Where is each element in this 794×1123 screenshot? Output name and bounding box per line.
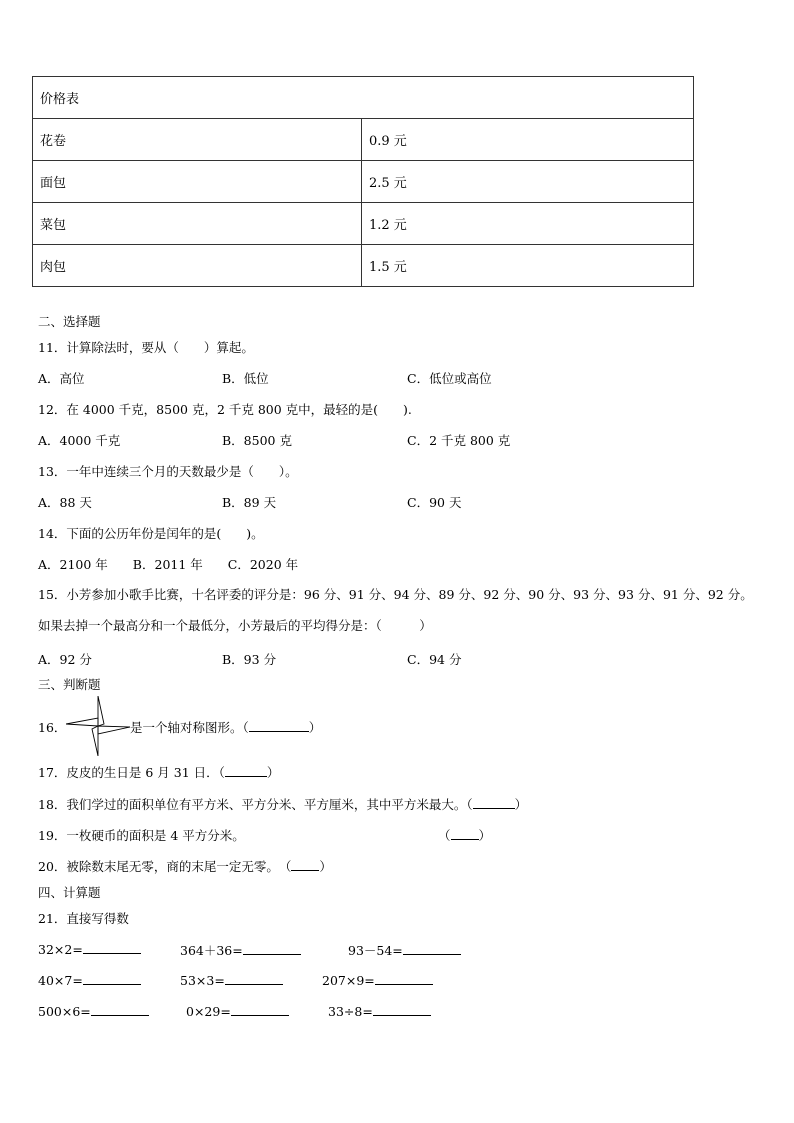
calc-item — [322, 972, 433, 988]
calc-item — [38, 941, 141, 957]
question-19-close: ） — [478, 828, 492, 843]
answer-blank[interactable] — [249, 719, 309, 732]
question-18 — [38, 795, 527, 813]
section-title: 四、计算题 — [38, 885, 101, 900]
option-a: A．88 天 — [38, 495, 92, 510]
option-c: C．2 千克 800 克 — [407, 433, 511, 448]
calc-expr: 32×2= — [38, 942, 83, 957]
question-15: 15．小芳参加小歌手比赛，十名评委的评分是：96 分、91 分、94 分、89 分、92 分、90 分、93 分、93 分、91 分、92 分。如果去掉一个最高分和一个最低分，小芳最后的平均得分是：（ ） — [38, 587, 753, 633]
calc-expr: 207×9= — [322, 973, 375, 988]
question-13: 13．一年中连续三个月的天数最少是（ ）。 — [38, 464, 298, 479]
option-b: B．89 天 — [222, 495, 277, 510]
answer-blank[interactable] — [83, 941, 141, 954]
question-11: 11．计算除法时，要从（ ）算起。 — [38, 340, 254, 355]
question-17-text: 17．皮皮的生日是 6 月 31 日．（ — [38, 765, 225, 780]
answer-blank[interactable] — [451, 827, 479, 840]
price-cell: 1.2 元 — [362, 203, 694, 245]
question-20-text: 20．被除数末尾无零，商的末尾一定无零。 （ — [38, 859, 292, 874]
answer-blank[interactable] — [91, 1003, 149, 1016]
calc-item — [186, 1003, 289, 1019]
option-b: B．低位 — [222, 371, 269, 386]
calc-expr: 93－54= — [348, 943, 403, 958]
item-cell: 菜包 — [33, 203, 362, 245]
item-cell: 面包 — [33, 161, 362, 203]
answer-blank[interactable] — [243, 942, 301, 955]
option-c: C．90 天 — [407, 495, 462, 510]
calc-expr: 53×3= — [180, 973, 225, 988]
option-a: A．92 分 — [38, 652, 92, 667]
table-row — [33, 245, 694, 287]
option-a: A．高位 — [38, 371, 85, 386]
item-cell: 肉包 — [33, 245, 362, 287]
question-18-close: ） — [514, 797, 528, 812]
question-21: 21．直接写得数 — [38, 911, 129, 926]
option-a: A．4000 千克 — [38, 433, 121, 448]
answer-blank[interactable] — [231, 1003, 289, 1016]
option-c: C．低位或高位 — [407, 371, 492, 386]
pinwheel-figure — [66, 696, 130, 756]
calc-item — [348, 941, 461, 959]
calc-item — [38, 972, 141, 988]
calc-expr: 364＋36= — [180, 943, 243, 958]
table-header-row — [33, 77, 694, 119]
question-14: 14．下面的公历年份是闰年的是( )。 — [38, 526, 264, 541]
answer-blank[interactable] — [373, 1003, 431, 1016]
price-cell: 0.9 元 — [362, 119, 694, 161]
answer-blank[interactable] — [403, 942, 461, 955]
section-title: 二、选择题 — [38, 314, 101, 329]
question-19-answer — [438, 826, 491, 844]
calc-item — [180, 972, 283, 988]
question-17-close: ） — [266, 765, 280, 780]
question-16-text: 是一个轴对称图形。（ — [130, 720, 249, 735]
table-row — [33, 161, 694, 203]
price-cell: 1.5 元 — [362, 245, 694, 287]
question-19: 19．一枚硬币的面积是 4 平方分米。 — [38, 828, 245, 843]
answer-blank[interactable] — [225, 764, 267, 777]
question-20 — [38, 857, 332, 875]
answer-blank[interactable] — [225, 972, 283, 985]
item-cell: 花卷 — [33, 119, 362, 161]
table-title: 价格表 — [33, 77, 694, 119]
table-row — [33, 203, 694, 245]
calc-expr: 33÷8= — [328, 1004, 373, 1019]
question-16 — [130, 718, 321, 736]
option-c: C．94 分 — [407, 652, 462, 667]
calc-expr: 500×6= — [38, 1004, 91, 1019]
option-b: B．8500 克 — [222, 433, 292, 448]
answer-blank[interactable] — [291, 858, 319, 871]
question-18-text: 18．我们学过的面积单位有平方米、平方分米、平方厘米，其中平方米最大。（ — [38, 797, 473, 812]
calc-item — [38, 1003, 149, 1019]
calc-expr: 0×29= — [186, 1004, 231, 1019]
calc-item — [328, 1003, 431, 1019]
calc-expr: 40×7= — [38, 973, 83, 988]
question-19-open: （ — [438, 828, 451, 843]
question-16-close: ） — [308, 720, 322, 735]
table-row — [33, 119, 694, 161]
question-16-number: 16． — [38, 720, 67, 735]
question-20-close: ） — [319, 859, 332, 874]
calc-item — [180, 941, 301, 959]
price-table — [32, 76, 694, 287]
question-14-options: A．2100 年 B．2011 年 C．2020 年 — [38, 557, 299, 572]
question-17 — [38, 763, 279, 781]
section-title: 三、判断题 — [38, 677, 101, 692]
question-12: 12．在 4000 千克，8500 克，2 千克 800 克中，最轻的是( ). — [38, 402, 412, 417]
answer-blank[interactable] — [83, 972, 141, 985]
option-b: B．93 分 — [222, 652, 277, 667]
answer-blank[interactable] — [473, 796, 515, 809]
price-cell: 2.5 元 — [362, 161, 694, 203]
answer-blank[interactable] — [375, 972, 433, 985]
